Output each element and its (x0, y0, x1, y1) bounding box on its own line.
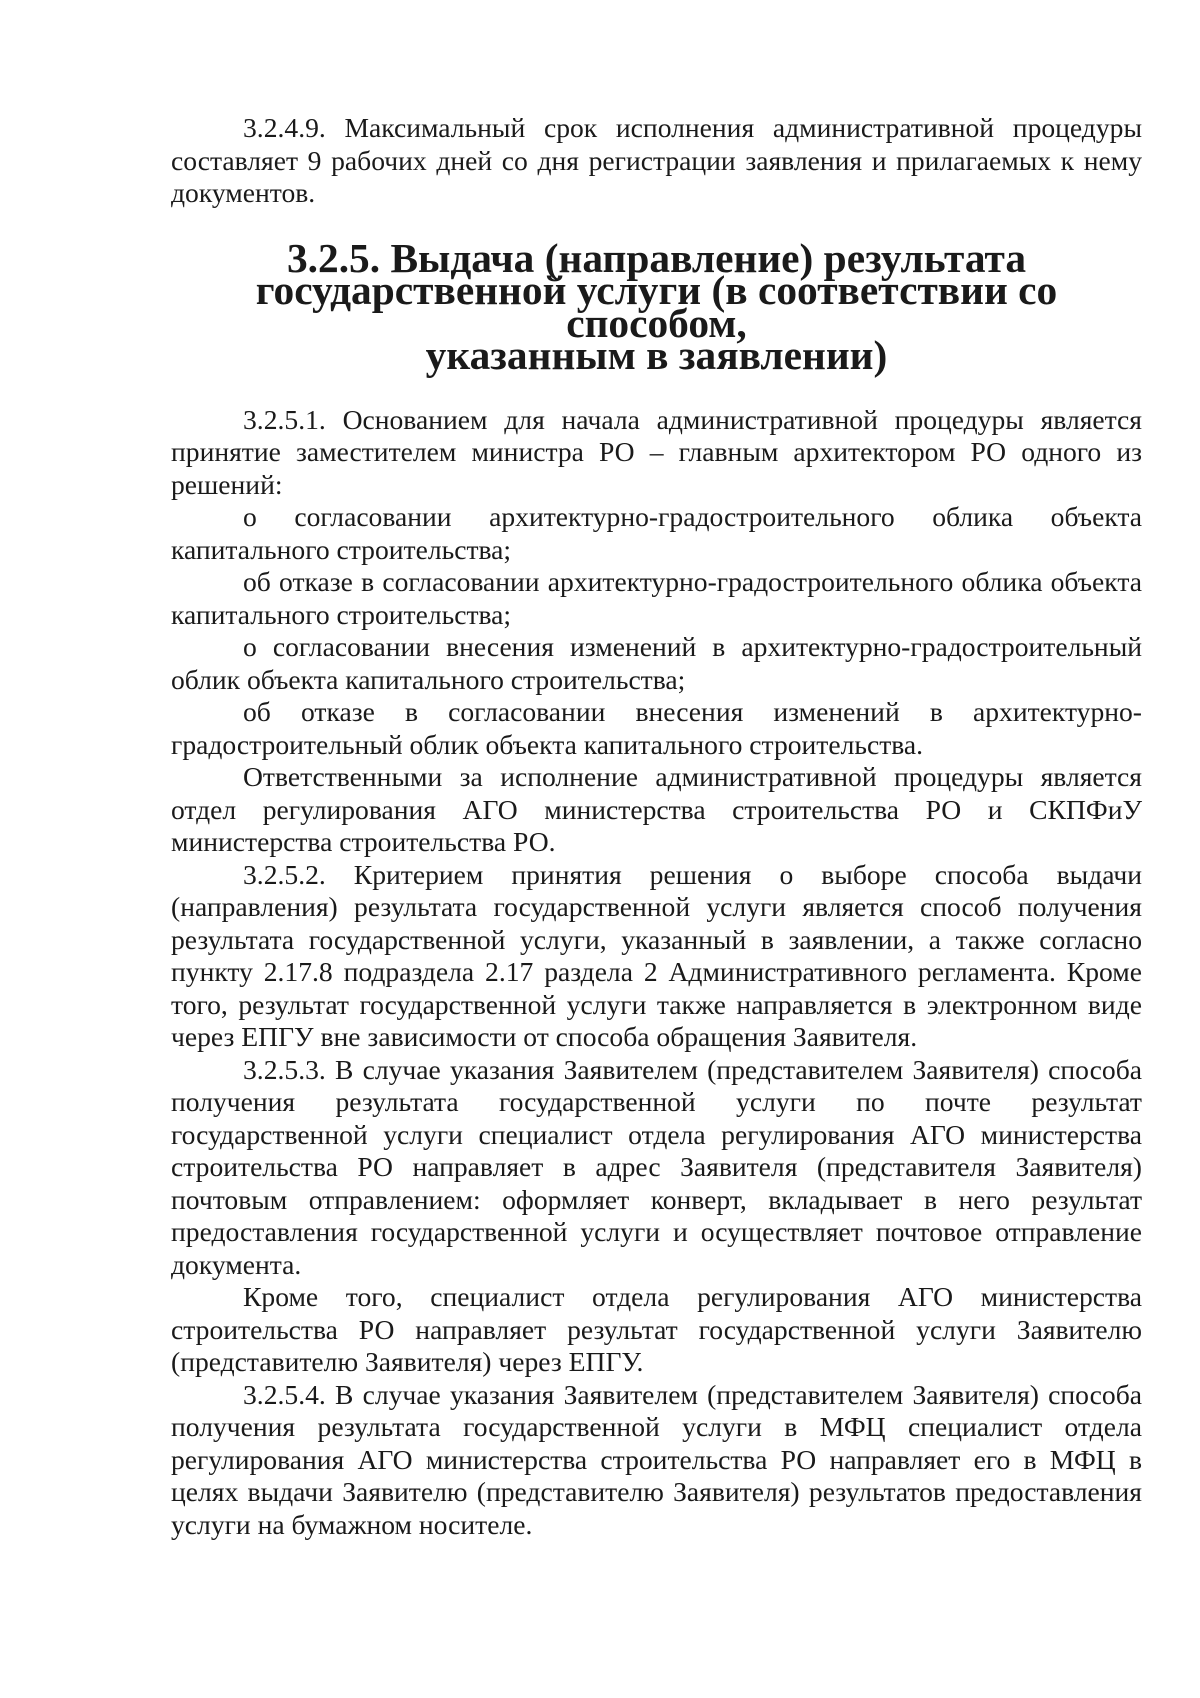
paragraph-3-2-5-1: 3.2.5.1. Основанием для начала административной процедуры является принятие заместителем министра РО – главным архитектором РО одного из решений: (171, 403, 1142, 500)
paragraph-3-2-5-4: 3.2.5.4. В случае указания Заявителем (представителем Заявителя) способа получения результата государственной услуги в МФЦ специалист отдела регулирования АГО министерства строительства РО направляет его в МФЦ в целях выдачи Заявителю (представителю Заявителя) результатов предоставления услуги на бумажном носителе. (171, 1378, 1142, 1540)
paragraph-decision-approve: о согласовании архитектурно-градостроительного облика объекта капитального строительства; (171, 501, 1142, 565)
paragraph-responsible: Ответственными за исполнение административной процедуры является отдел регулирования АГО министерства строительства РО и СКПФиУ министерства строительства РО. (171, 761, 1142, 857)
paragraph-decision-refuse: об отказе в согласовании архитектурно-градостроительного облика объекта капитального строительства; (171, 566, 1142, 630)
paragraph-decision-approve-changes: о согласовании внесения изменений в архитектурно-градостроительный облик объекта капитального строительства; (171, 631, 1142, 695)
heading-line-3: указанным в заявлении) (425, 332, 888, 378)
paragraph-3-2-5-2: 3.2.5.2. Критерием принятия решения о выборе способа выдачи (направления) результата государственной услуги является способ получения результата государственной услуги, указанный в заявлении, а также согласно пункту 2.17.8 подраздела 2.17 раздела 2 Административного регламента. Кроме того, результат государственной услуги также направляется в электронном виде через ЕПГУ вне зависимости от способа обращения Заявителя. (171, 858, 1142, 1052)
paragraph-3-2-5-3: 3.2.5.3. В случае указания Заявителем (представителем Заявителя) способа получения результата государственной услуги по почте результат государственной услуги специалист отдела регулирования АГО министерства строительства РО направляет в адрес Заявителя (представителя Заявителя) почтовым отправлением: оформляет конверт, вкладывает в него результат предоставления государственной услуги и осуществляет почтовое отправление документа. (171, 1053, 1142, 1280)
document-page (171, 112, 1142, 1541)
section-heading-3-2-5 (171, 234, 1142, 378)
paragraph-epgu: Кроме того, специалист отдела регулирования АГО министерства строительства РО направляет результат государственной услуги Заявителю (представителю Заявителя) через ЕПГУ. (171, 1281, 1142, 1377)
paragraph-decision-refuse-changes: об отказе в согласовании внесения изменений в архитектурно-градостроительный облик объекта капитального строительства. (171, 696, 1142, 760)
paragraph-3-2-4-9: 3.2.4.9. Максимальный срок исполнения административной процедуры составляет 9 рабочих дней со дня регистрации заявления и прилагаемых к нему документов. (171, 112, 1142, 208)
heading-line-2: государственной услуги (в соответствии со способом, (255, 267, 1058, 346)
heading-line-1: 3.2.5. Выдача (направление) результата (286, 234, 1027, 281)
